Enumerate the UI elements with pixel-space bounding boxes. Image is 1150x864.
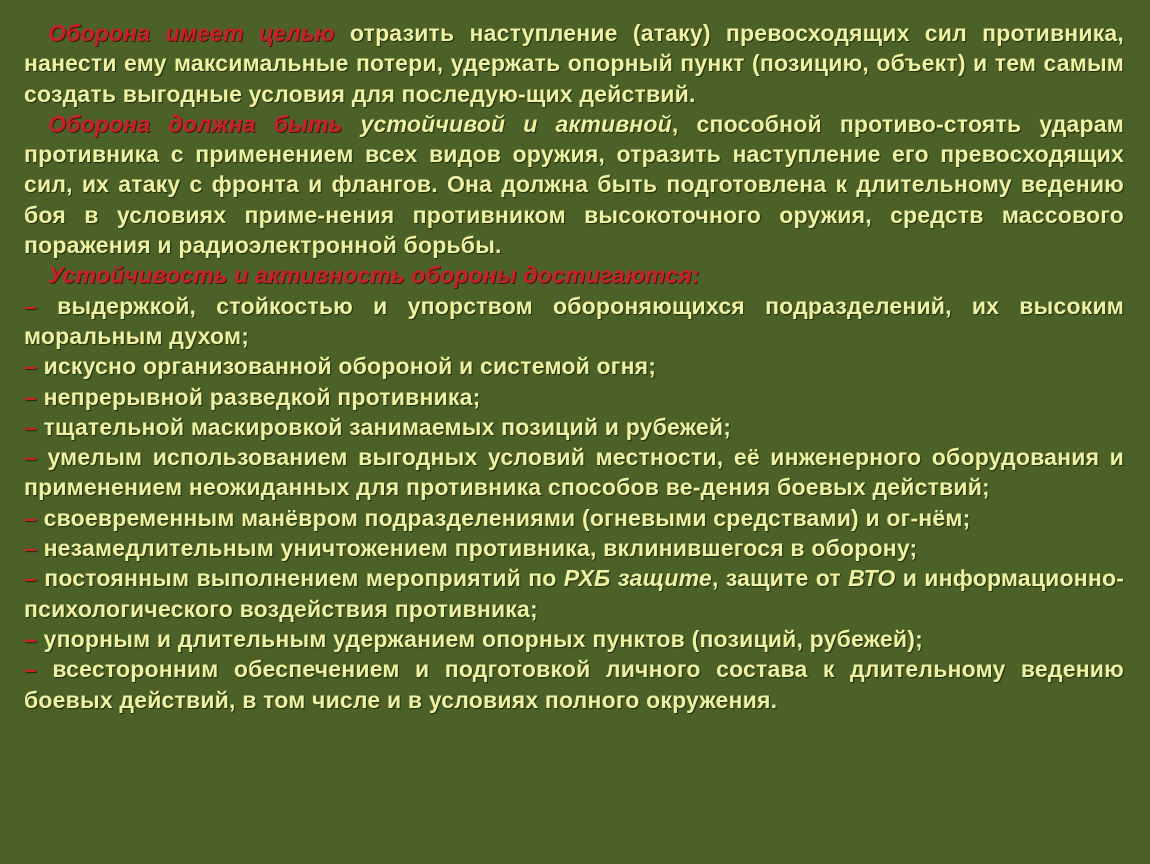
- list-item-text: умелым использованием выгодных условий местности, её инженерного оборудования и применением неожиданных для противника способов ве-дения боевых действий;: [24, 444, 1124, 501]
- list-item-text: своевременным манёвром подразделениями (огневыми средствами) и ог-нём;: [43, 504, 971, 531]
- dash-marker: –: [24, 535, 37, 562]
- list-item: [24, 563, 1124, 624]
- list-item-text: незамедлительным уничтожением противника, вклинившегося в оборону;: [43, 535, 918, 562]
- list-item: [24, 624, 1124, 654]
- text-block: [24, 18, 1124, 715]
- rkhb-protection-emphasis: РХБ защите: [563, 565, 712, 592]
- list-item: [24, 654, 1124, 715]
- dash-marker: –: [24, 656, 37, 683]
- defense-purpose-heading: Оборона имеет целью: [48, 20, 335, 46]
- list-item: [24, 533, 1124, 563]
- vto-emphasis: ВТО: [848, 565, 896, 592]
- list-item-text: всесторонним обеспечением и подготовкой личного состава к длительному ведению боевых действий, в том числе и в условиях полного окружения.: [24, 656, 1124, 713]
- dash-marker: –: [24, 504, 37, 531]
- defense-requirements-text: , способной противо-стоять ударам противника с применением всех видов оружия, отразить наступление его превосходящих сил, их атаку с фронта и флангов. Она должна быть подготовлена к длительному ведению боя в условиях приме-нения противником высокоточного оружия, средств массового поражения и радиоэлектронной борьбы.: [24, 110, 1124, 259]
- list-item-text-post: и информационно-психологического воздействия противника;: [24, 565, 1125, 622]
- dash-marker: –: [24, 444, 37, 471]
- list-item-text: искусно организованной обороной и системой огня;: [43, 353, 657, 380]
- list-item: [24, 503, 1124, 533]
- dash-marker: –: [24, 353, 37, 380]
- list-item: [24, 291, 1124, 352]
- paragraph-defense-purpose: [24, 18, 1124, 109]
- dash-marker: –: [24, 383, 37, 410]
- list-item-text: упорным и длительным удержанием опорных пунктов (позиций, рубежей);: [43, 625, 923, 652]
- dash-marker: –: [24, 292, 37, 319]
- list-item-text: тщательной маскировкой занимаемых позиций и рубежей;: [43, 413, 732, 440]
- list-item-text: непрерывной разведкой противника;: [43, 383, 481, 410]
- list-item: [24, 351, 1124, 381]
- dash-marker: –: [24, 565, 37, 592]
- list-item: [24, 412, 1124, 442]
- dash-marker: –: [24, 413, 37, 440]
- stability-heading: Устойчивость и активность обороны достигаются:: [48, 262, 700, 289]
- defense-requirements-emphasis: устойчивой и активной: [360, 110, 672, 137]
- defense-requirements-heading: Оборона должна быть: [48, 110, 343, 137]
- dash-marker: –: [24, 625, 37, 652]
- defense-purpose-text: отразить наступление (атаку) превосходящих сил противника, нанести ему максимальные потери, удержать опорный пункт (позицию, объект) и тем самым создать выгодные условия для последую-щих действий.: [24, 20, 1125, 107]
- list-item-text-pre: постоянным выполнением мероприятий по: [44, 565, 557, 592]
- list-item-text: выдержкой, стойкостью и упорством обороняющихся подразделений, их высоким моральным духом;: [24, 292, 1124, 349]
- list-item: [24, 442, 1124, 503]
- list-item-text-mid: , защите от: [711, 565, 841, 592]
- list-item: [24, 382, 1124, 412]
- paragraph-defense-requirements: [24, 109, 1124, 260]
